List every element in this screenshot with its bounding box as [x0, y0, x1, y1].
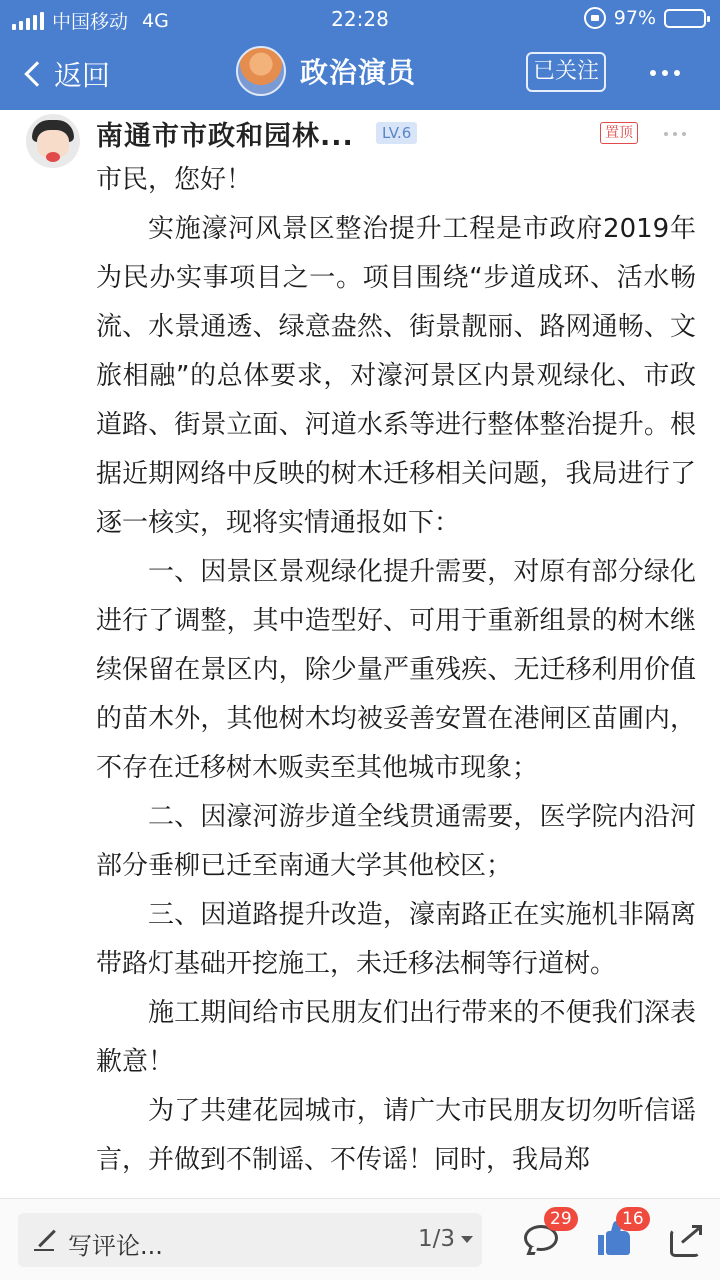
paragraph: 市民，您好！ [96, 165, 253, 195]
bar-header[interactable] [236, 46, 416, 96]
paragraph: 实施濠河风景区整治提升工程是市政府2019年为民办实事项目之一。项目围绕“步道成环、活水畅流、水景通透、绿意盎然、街景靓丽、路网通畅、文旅相融”的总体要求，对濠河景区内景观绿化、市政道路、街景立面、河道水系等进行整体整治提升。根据近期网络中反映的树木迁移相关问题，我局进行了逐一核实，现将实情通报如下： [96, 214, 696, 538]
post-more-icon[interactable] [664, 132, 686, 136]
status-bar [0, 0, 720, 36]
more-options-icon[interactable] [650, 70, 680, 76]
page-title: 政治演员 [300, 56, 417, 89]
battery-icon [664, 9, 706, 28]
paragraph: 为了共建花园城市，请广大市民朋友切勿听信谣言，并做到不制谣、不传谣！同时，我局郑 [96, 1096, 696, 1175]
bottom-bar [0, 1198, 720, 1280]
author-row [0, 110, 720, 162]
orientation-lock-icon [584, 7, 606, 29]
caret-down-icon [461, 1236, 473, 1243]
pinned-badge: 置顶 [600, 122, 638, 144]
carrier-name: 中国移动 [52, 11, 129, 33]
paragraph: 三、因道路提升改造，濠南路正在实施机非隔离带路灯基础开挖施工，未迁移法桐等行道树。 [96, 900, 696, 979]
like-count-badge: 16 [616, 1207, 650, 1231]
share-icon[interactable] [668, 1221, 708, 1261]
pencil-icon [34, 1227, 56, 1249]
author-avatar[interactable] [26, 114, 80, 168]
page-selector[interactable] [418, 1226, 473, 1252]
back-button[interactable] [28, 54, 110, 94]
author-name[interactable]: 南通市市政和园林... [96, 121, 354, 152]
battery-percent: 97% [613, 7, 656, 29]
post-body [96, 156, 696, 1185]
clock: 22:28 [331, 7, 389, 31]
follow-button[interactable]: 已关注 [526, 52, 606, 92]
comment-placeholder: 写评论... [68, 1232, 163, 1260]
chevron-left-icon [24, 61, 49, 86]
paragraph: 二、因濠河游步道全线贯通需要，医学院内沿河部分垂柳已迁至南通大学其他校区； [96, 802, 696, 881]
back-label: 返回 [54, 59, 111, 92]
page-indicator: 1/3 [418, 1226, 456, 1252]
comment-count-badge: 29 [544, 1207, 578, 1231]
bar-avatar[interactable] [236, 46, 286, 96]
navigation-bar [0, 40, 720, 106]
top-bar [0, 0, 720, 110]
level-badge: LV.6 [376, 122, 417, 144]
network-type: 4G [142, 9, 169, 32]
comment-input[interactable] [18, 1213, 482, 1267]
paragraph: 施工期间给市民朋友们出行带来的不便我们深表歉意！ [96, 998, 696, 1077]
paragraph: 一、因景区景观绿化提升需要，对原有部分绿化进行了调整，其中造型好、可用于重新组景的树木继续保留在景区内，除少量严重残疾、无迁移利用价值的苗木外，其他树木均被妥善安置在港闸区苗圃内，不存在迁移树木贩卖至其他城市现象； [96, 557, 696, 783]
